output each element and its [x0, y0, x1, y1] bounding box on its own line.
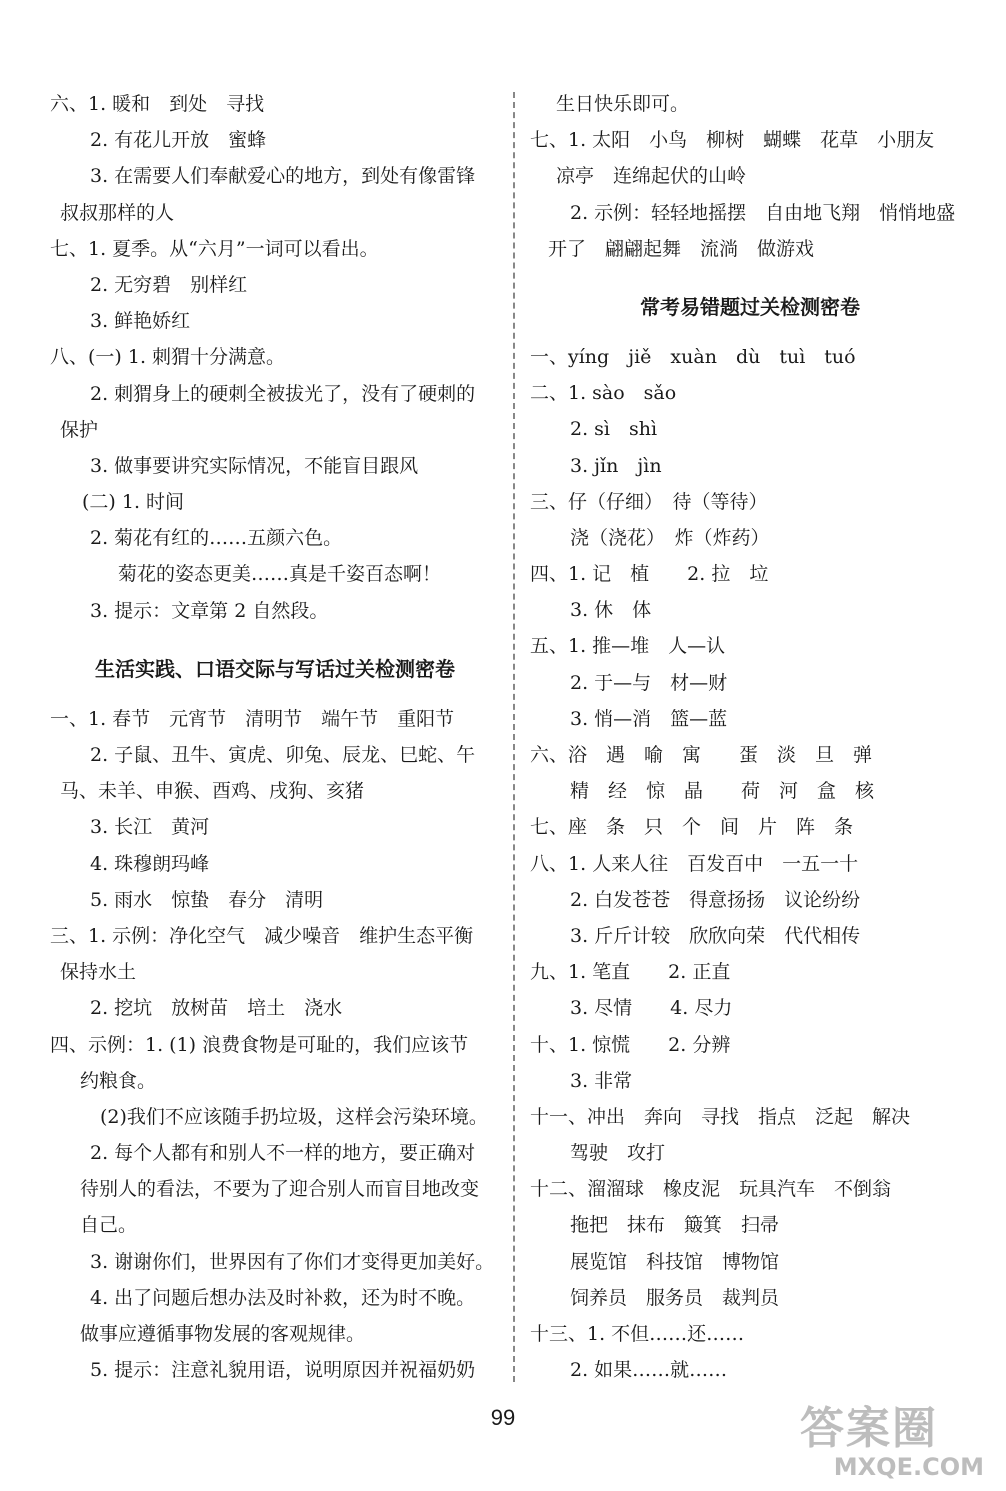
- answer-line: 做事应遵循事物发展的客观规律。: [80, 1323, 366, 1345]
- answer-line: 叔叔那样的人: [60, 201, 175, 224]
- answer-line: 十一、冲出 奔向 寻找 指点 泛起 解决: [530, 1105, 911, 1128]
- answer-line: 展览馆 科技馆 博物馆: [570, 1250, 780, 1273]
- section-heading: 生活实践、口语交际与写话过关检测密卷: [95, 656, 455, 681]
- answer-line: 2. 有花儿开放 蜜蜂: [90, 129, 267, 152]
- answer-line: 一、1. 春节 元宵节 清明节 端午节 重阳节: [50, 707, 455, 730]
- answer-line: 2. 白发苍苍 得意扬扬 议论纷纷: [570, 888, 861, 911]
- answer-line: 生日快乐即可。: [556, 93, 690, 115]
- answer-line: 3. 在需要人们奉献爱心的地方，到处有像雷锋: [90, 165, 476, 188]
- answer-line: 2. 菊花有红的……五颜六色。: [90, 527, 343, 550]
- left-column: [50, 86, 500, 1388]
- answer-line: 3. 休 体: [570, 599, 652, 622]
- answer-line: 九、1. 笔直 2. 正直: [530, 961, 731, 984]
- answer-line: 2. 子鼠、丑牛、寅虎、卯兔、辰龙、巳蛇、午: [90, 744, 476, 766]
- answer-line: 4. 珠穆朗玛峰: [90, 852, 210, 875]
- answer-line: 驾驶 攻打: [570, 1142, 666, 1165]
- answer-line: 3. 谢谢你们，世界因有了你们才变得更加美好。: [90, 1250, 495, 1273]
- answer-line: 3. 提示：文章第 2 自然段。: [90, 599, 329, 622]
- answer-line: 3. 悄—消 篮—蓝: [570, 707, 728, 730]
- right-column: [530, 86, 970, 1388]
- answer-line: 凉亭 连绵起伏的山岭: [556, 165, 747, 188]
- answer-line: 菊花的姿态更美……真是千姿百态啊！: [118, 563, 442, 586]
- answer-line: 保护: [60, 418, 99, 441]
- answer-line: 2. sì shì: [570, 418, 658, 441]
- answer-line: 精 经 惊 晶 荷 河 盒 核: [570, 780, 875, 803]
- answer-line: 二、1. sào sǎo: [530, 382, 677, 405]
- watermark-logo: [800, 1405, 990, 1485]
- answer-line: 2. 挖坑 放树苗 培土 浇水: [90, 997, 343, 1020]
- answer-line: 五、1. 推—堆 人—认: [530, 635, 726, 658]
- answer-line: 3. 非常: [570, 1069, 633, 1092]
- answer-line: 2. 如果……就……: [570, 1359, 728, 1382]
- answer-line: (二) 1. 时间: [82, 491, 185, 514]
- answer-line: 2. 无穷碧 别样红: [90, 273, 248, 296]
- answer-line: 5. 提示：注意礼貌用语，说明原因并祝福奶奶: [90, 1359, 476, 1382]
- watermark-main-text: 答案圈: [800, 1403, 938, 1454]
- answer-line: 三、1. 示例：净化空气 减少噪音 维护生态平衡: [50, 924, 474, 947]
- answer-line: 饲养员 服务员 裁判员: [570, 1286, 780, 1309]
- answer-line: 5. 雨水 惊蛰 春分 清明: [90, 888, 324, 911]
- answer-line: 六、1. 暖和 到处 寻找: [50, 93, 265, 115]
- answer-line: 四、示例：1. (1) 浪费食物是可耻的，我们应该节: [50, 1033, 469, 1056]
- answer-line: 三、仔（仔细） 待（等待）: [530, 490, 768, 513]
- section-heading: 常考易错题过关检测密卷: [640, 294, 860, 319]
- answer-line: 六、浴 遇 喻 寓 蛋 淡 旦 弹: [530, 744, 873, 766]
- answer-line: 四、1. 记 植 2. 拉 垃: [530, 563, 769, 586]
- answer-line: 马、未羊、申猴、酉鸡、戌狗、亥猪: [60, 780, 365, 803]
- answer-line: 一、yíng jiě xuàn dù tuì tuó: [530, 345, 856, 368]
- answer-line: 3. 鲜艳娇红: [90, 310, 191, 333]
- answer-line: 七、座 条 只 个 间 片 阵 条: [530, 816, 854, 839]
- answer-line: 2. 刺猬身上的硬刺全被拔光了，没有了硬刺的: [90, 382, 476, 405]
- answer-line: 十二、溜溜球 橡皮泥 玩具汽车 不倒翁: [530, 1178, 892, 1201]
- answer-line: 3. 做事要讲究实际情况，不能盲目跟风: [90, 454, 419, 477]
- answer-line: 浇（浇花） 炸（炸药）: [570, 526, 770, 549]
- page-number: 99: [490, 1405, 516, 1430]
- answer-line: 3. 斤斤计较 欣欣向荣 代代相传: [570, 924, 861, 947]
- answer-line: 约粮食。: [80, 1069, 157, 1092]
- answer-line: 2. 示例：轻轻地摇摆 自由地飞翔 悄悄地盛: [570, 201, 956, 224]
- answer-line: 2. 于—与 材—财: [570, 671, 728, 694]
- answer-line: 保持水土: [60, 961, 137, 984]
- answer-line: 3. jǐn jìn: [570, 454, 662, 477]
- answer-line: 七、1. 夏季。从“六月”一词可以看出。: [50, 237, 379, 260]
- answer-line: 开了 翩翩起舞 流淌 做游戏: [548, 237, 815, 260]
- answer-line: 4. 出了问题后想办法及时补救，还为时不晚。: [90, 1286, 476, 1309]
- watermark-sub-text: MXQE.COM: [833, 1453, 984, 1481]
- answer-line: 十三、1. 不但……还……: [530, 1323, 745, 1345]
- answer-line: 自己。: [80, 1214, 138, 1237]
- column-divider: [513, 92, 515, 1382]
- answer-line: 拖把 抹布 簸箕 扫帚: [570, 1214, 780, 1237]
- answer-line: 七、1. 太阳 小鸟 柳树 蝴蝶 花草 小朋友: [530, 129, 935, 152]
- answer-line: 3. 长江 黄河: [90, 816, 210, 839]
- answer-line: 八、1. 人来人往 百发百中 一五一十: [530, 852, 859, 875]
- answer-line: 2. 每个人都有和别人不一样的地方，要正确对: [90, 1142, 476, 1165]
- answer-line: 八、(一) 1. 刺猬十分满意。: [50, 346, 286, 369]
- answer-line: 待别人的看法，不要为了迎合别人而盲目地改变: [80, 1178, 480, 1201]
- answer-line: (2)我们不应该随手扔垃圾，这样会污染环境。: [100, 1105, 488, 1128]
- answer-line: 十、1. 惊慌 2. 分辨: [530, 1033, 731, 1056]
- answer-line: 3. 尽情 4. 尽力: [570, 997, 733, 1020]
